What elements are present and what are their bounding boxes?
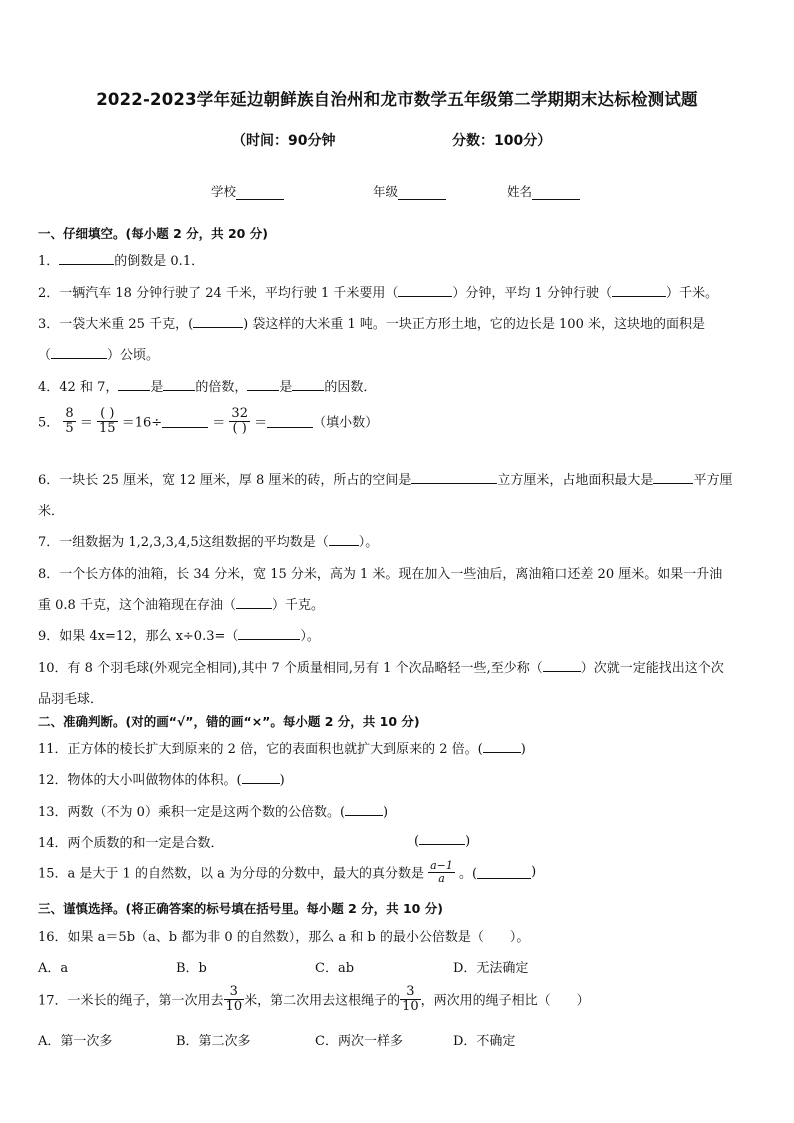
- name-label: 姓名: [507, 184, 533, 199]
- question-10: [38, 657, 758, 676]
- answer-blank[interactable]: [118, 378, 150, 391]
- option-b[interactable]: B．第二次多: [176, 1034, 251, 1049]
- answer-blank[interactable]: [411, 471, 497, 484]
- question-3: [38, 313, 758, 332]
- denominator: a: [438, 871, 445, 885]
- answer-blank[interactable]: [238, 627, 300, 640]
- numerator: 32: [231, 406, 248, 421]
- question-number: 1．: [38, 254, 60, 269]
- grade-field[interactable]: [373, 182, 446, 200]
- question-text: 12．物体的大小叫做物体的体积。(: [38, 773, 242, 788]
- answer-blank[interactable]: [267, 415, 313, 428]
- question-text: 。(: [459, 866, 478, 882]
- fraction: [224, 985, 245, 1013]
- name-blank[interactable]: [532, 186, 580, 200]
- answer-blank[interactable]: [163, 378, 195, 391]
- question-text: 16．如果 a＝5b（a、b 都为非 0 的自然数），那么 a 和 b 的最小公倍数是（ ）。: [38, 930, 530, 945]
- section-true-false: 二、准确判断。(对的画“√”，错的画“×”。每小题 2 分，共 10 分): [38, 714, 420, 729]
- question-text: (: [414, 834, 420, 849]
- question-text: 6．一块长 25 厘米，宽 12 厘米，厚 8 厘米的砖，所占的空间是: [38, 473, 412, 488]
- option-d[interactable]: D．不确定: [453, 1034, 516, 1049]
- school-label: 学校: [211, 184, 237, 199]
- answer-blank[interactable]: [292, 378, 324, 391]
- question-text: 平方厘: [693, 473, 733, 488]
- answer-blank[interactable]: [612, 284, 666, 297]
- question-text: ): [520, 742, 526, 757]
- answer-blank[interactable]: [59, 252, 114, 265]
- question-2: [38, 282, 758, 301]
- question-text: 的因数．: [324, 380, 377, 395]
- question-7: [38, 531, 758, 550]
- option-a[interactable]: A．a: [38, 961, 69, 976]
- denominator: 5: [65, 420, 74, 436]
- equation-text: ＝16÷: [121, 415, 163, 431]
- question-text: ): [531, 864, 537, 880]
- question-text: ，两次用的绳子相比（ ）: [420, 993, 590, 1009]
- question-text: ）千米。: [665, 286, 718, 301]
- fraction: [97, 407, 118, 435]
- question-8: [38, 563, 758, 582]
- section-fill-in: 一、仔细填空。(每小题 2 分，共 20 分): [38, 226, 268, 241]
- question-text: ）千克。: [271, 598, 324, 613]
- denominator: 10: [225, 998, 243, 1014]
- fraction: [229, 407, 250, 435]
- question-text: 15．a 是大于 1 的自然数，以 a 为分母的分数中，最大的真分数是: [38, 866, 424, 882]
- question-3-cont: [38, 344, 758, 363]
- equals-sign: ＝: [254, 415, 268, 431]
- question-text: 是: [150, 380, 164, 395]
- question-text: ）。: [358, 535, 379, 550]
- numerator: 3: [400, 985, 421, 1000]
- fraction: [63, 407, 75, 435]
- answer-blank[interactable]: [236, 596, 272, 609]
- question-text: 11．正方体的棱长扩大到原来的 2 倍，它的表面积也就扩大到原来的 2 倍。(: [38, 742, 483, 757]
- question-text: 米．: [38, 504, 65, 519]
- question-text: 10．有 8 个羽毛球(外观完全相同),其中 7 个质量相同,另有 1 个次品略轻一些,至少称（: [38, 661, 543, 676]
- exam-time: （时间：90分钟: [232, 133, 336, 149]
- answer-blank[interactable]: [329, 533, 359, 546]
- question-14-answer: [414, 832, 470, 849]
- denominator: 15: [99, 420, 116, 436]
- answer-blank[interactable]: [653, 471, 693, 484]
- question-9: [38, 625, 758, 644]
- question-6: [38, 469, 758, 488]
- question-text: ）次就一定能找出这个次: [580, 661, 724, 676]
- question-text: （: [38, 348, 52, 363]
- question-text: 米，第二次用去这根绳子的: [244, 993, 401, 1009]
- question-text: ）分钟，平均 1 分钟行驶（: [452, 286, 612, 301]
- grade-blank[interactable]: [398, 186, 446, 200]
- question-text: （填小数）: [313, 415, 379, 431]
- grade-label: 年级: [373, 184, 399, 199]
- question-text: 14．两个质数的和一定是合数．: [38, 836, 224, 851]
- question-text: ）公顷。: [107, 348, 160, 363]
- numerator: a−1: [430, 859, 453, 872]
- question-16: [38, 926, 758, 945]
- exam-score: 分数：100分）: [452, 133, 552, 149]
- answer-blank[interactable]: [193, 315, 243, 328]
- question-8-cont: [38, 594, 758, 613]
- answer-blank[interactable]: [345, 803, 383, 816]
- question-text: 是: [279, 380, 293, 395]
- answer-blank[interactable]: [162, 415, 208, 428]
- question-1: [38, 250, 758, 269]
- question-5: [38, 407, 758, 435]
- question-text: 品羽毛球．: [38, 692, 104, 707]
- numerator: 8: [65, 406, 74, 421]
- option-a[interactable]: A．第一次多: [38, 1034, 113, 1049]
- answer-blank[interactable]: [51, 346, 107, 359]
- question-text: 9．如果 4x=12，那么 x÷0.3=（: [38, 629, 239, 644]
- question-13: [38, 801, 758, 820]
- option-c[interactable]: C．ab: [315, 961, 355, 976]
- school-field[interactable]: [211, 182, 284, 200]
- fraction: [428, 860, 455, 884]
- question-text: ): [465, 834, 471, 849]
- numerator-blank[interactable]: ( ): [97, 407, 118, 422]
- question-text: 的倒数是 0.1．: [114, 254, 205, 269]
- answer-blank[interactable]: [242, 771, 280, 784]
- question-14: [38, 832, 758, 851]
- option-c[interactable]: C．两次一样多: [315, 1034, 403, 1049]
- question-text: ) 袋这样的大米重 1 吨。一块正方形土地，它的边长是 100 米，这块地的面积是: [243, 317, 705, 332]
- name-field[interactable]: [507, 182, 580, 200]
- question-11: [38, 738, 758, 757]
- question-10-cont: [38, 688, 758, 707]
- school-blank[interactable]: [236, 186, 284, 200]
- question-6-cont: [38, 500, 758, 519]
- question-text: 2．一辆汽车 18 分钟行驶了 24 千米，平均行驶 1 千米要用（: [38, 286, 399, 301]
- fraction: [400, 985, 421, 1013]
- denominator: 10: [402, 998, 419, 1014]
- question-text: ): [383, 805, 389, 820]
- answer-blank[interactable]: [247, 378, 279, 391]
- section-multiple-choice: 三、谨慎选择。(将正确答案的标号填在括号里。每小题 2 分，共 10 分): [38, 901, 443, 916]
- question-17: [38, 985, 758, 1013]
- question-text: 立方厘米，占地面积最大是: [497, 473, 654, 488]
- page-title: 2022-2023学年延边朝鲜族自治州和龙市数学五年级第二学期期末达标检测试题: [96, 90, 698, 109]
- answer-blank[interactable]: [477, 866, 531, 879]
- question-text: 3．一袋大米重 25 千克，(: [38, 317, 194, 332]
- numerator: 3: [224, 985, 245, 1000]
- question-text: 17．一米长的绳子，第一次用去: [38, 993, 224, 1009]
- question-4: [38, 376, 758, 395]
- option-b[interactable]: B．b: [176, 961, 207, 976]
- question-text: ）。: [300, 629, 320, 644]
- option-d[interactable]: D．无法确定: [453, 961, 529, 976]
- question-text: 13．两数（不为 0）乘积一定是这两个数的公倍数。(: [38, 805, 346, 820]
- question-15: [38, 860, 758, 884]
- denominator-blank[interactable]: ( ): [232, 420, 247, 436]
- answer-blank[interactable]: [483, 740, 521, 753]
- exam-meta: [0, 130, 794, 150]
- answer-blank[interactable]: [419, 832, 465, 845]
- question-text: 的倍数，: [195, 380, 248, 395]
- student-info: [0, 182, 794, 200]
- question-12: [38, 769, 758, 788]
- question-number: 5．: [38, 415, 60, 431]
- question-text: 8．一个长方体的油箱，长 34 分米，宽 15 分米，高为 1 米。现在加入一些油后，离油箱口还差 20 厘米。如果一升油: [38, 567, 723, 582]
- answer-blank[interactable]: [543, 659, 581, 672]
- question-text: ): [279, 773, 285, 788]
- equals-sign: ＝: [212, 415, 226, 431]
- question-text: 重 0.8 千克，这个油箱现在存油（: [38, 598, 236, 613]
- answer-blank[interactable]: [398, 284, 452, 297]
- equals-sign: ＝: [79, 415, 93, 431]
- question-text: 7．一组数据为 1,2,3,3,4,5这组数据的平均数是（: [38, 535, 329, 550]
- question-text: 4．42 和 7，: [38, 380, 119, 395]
